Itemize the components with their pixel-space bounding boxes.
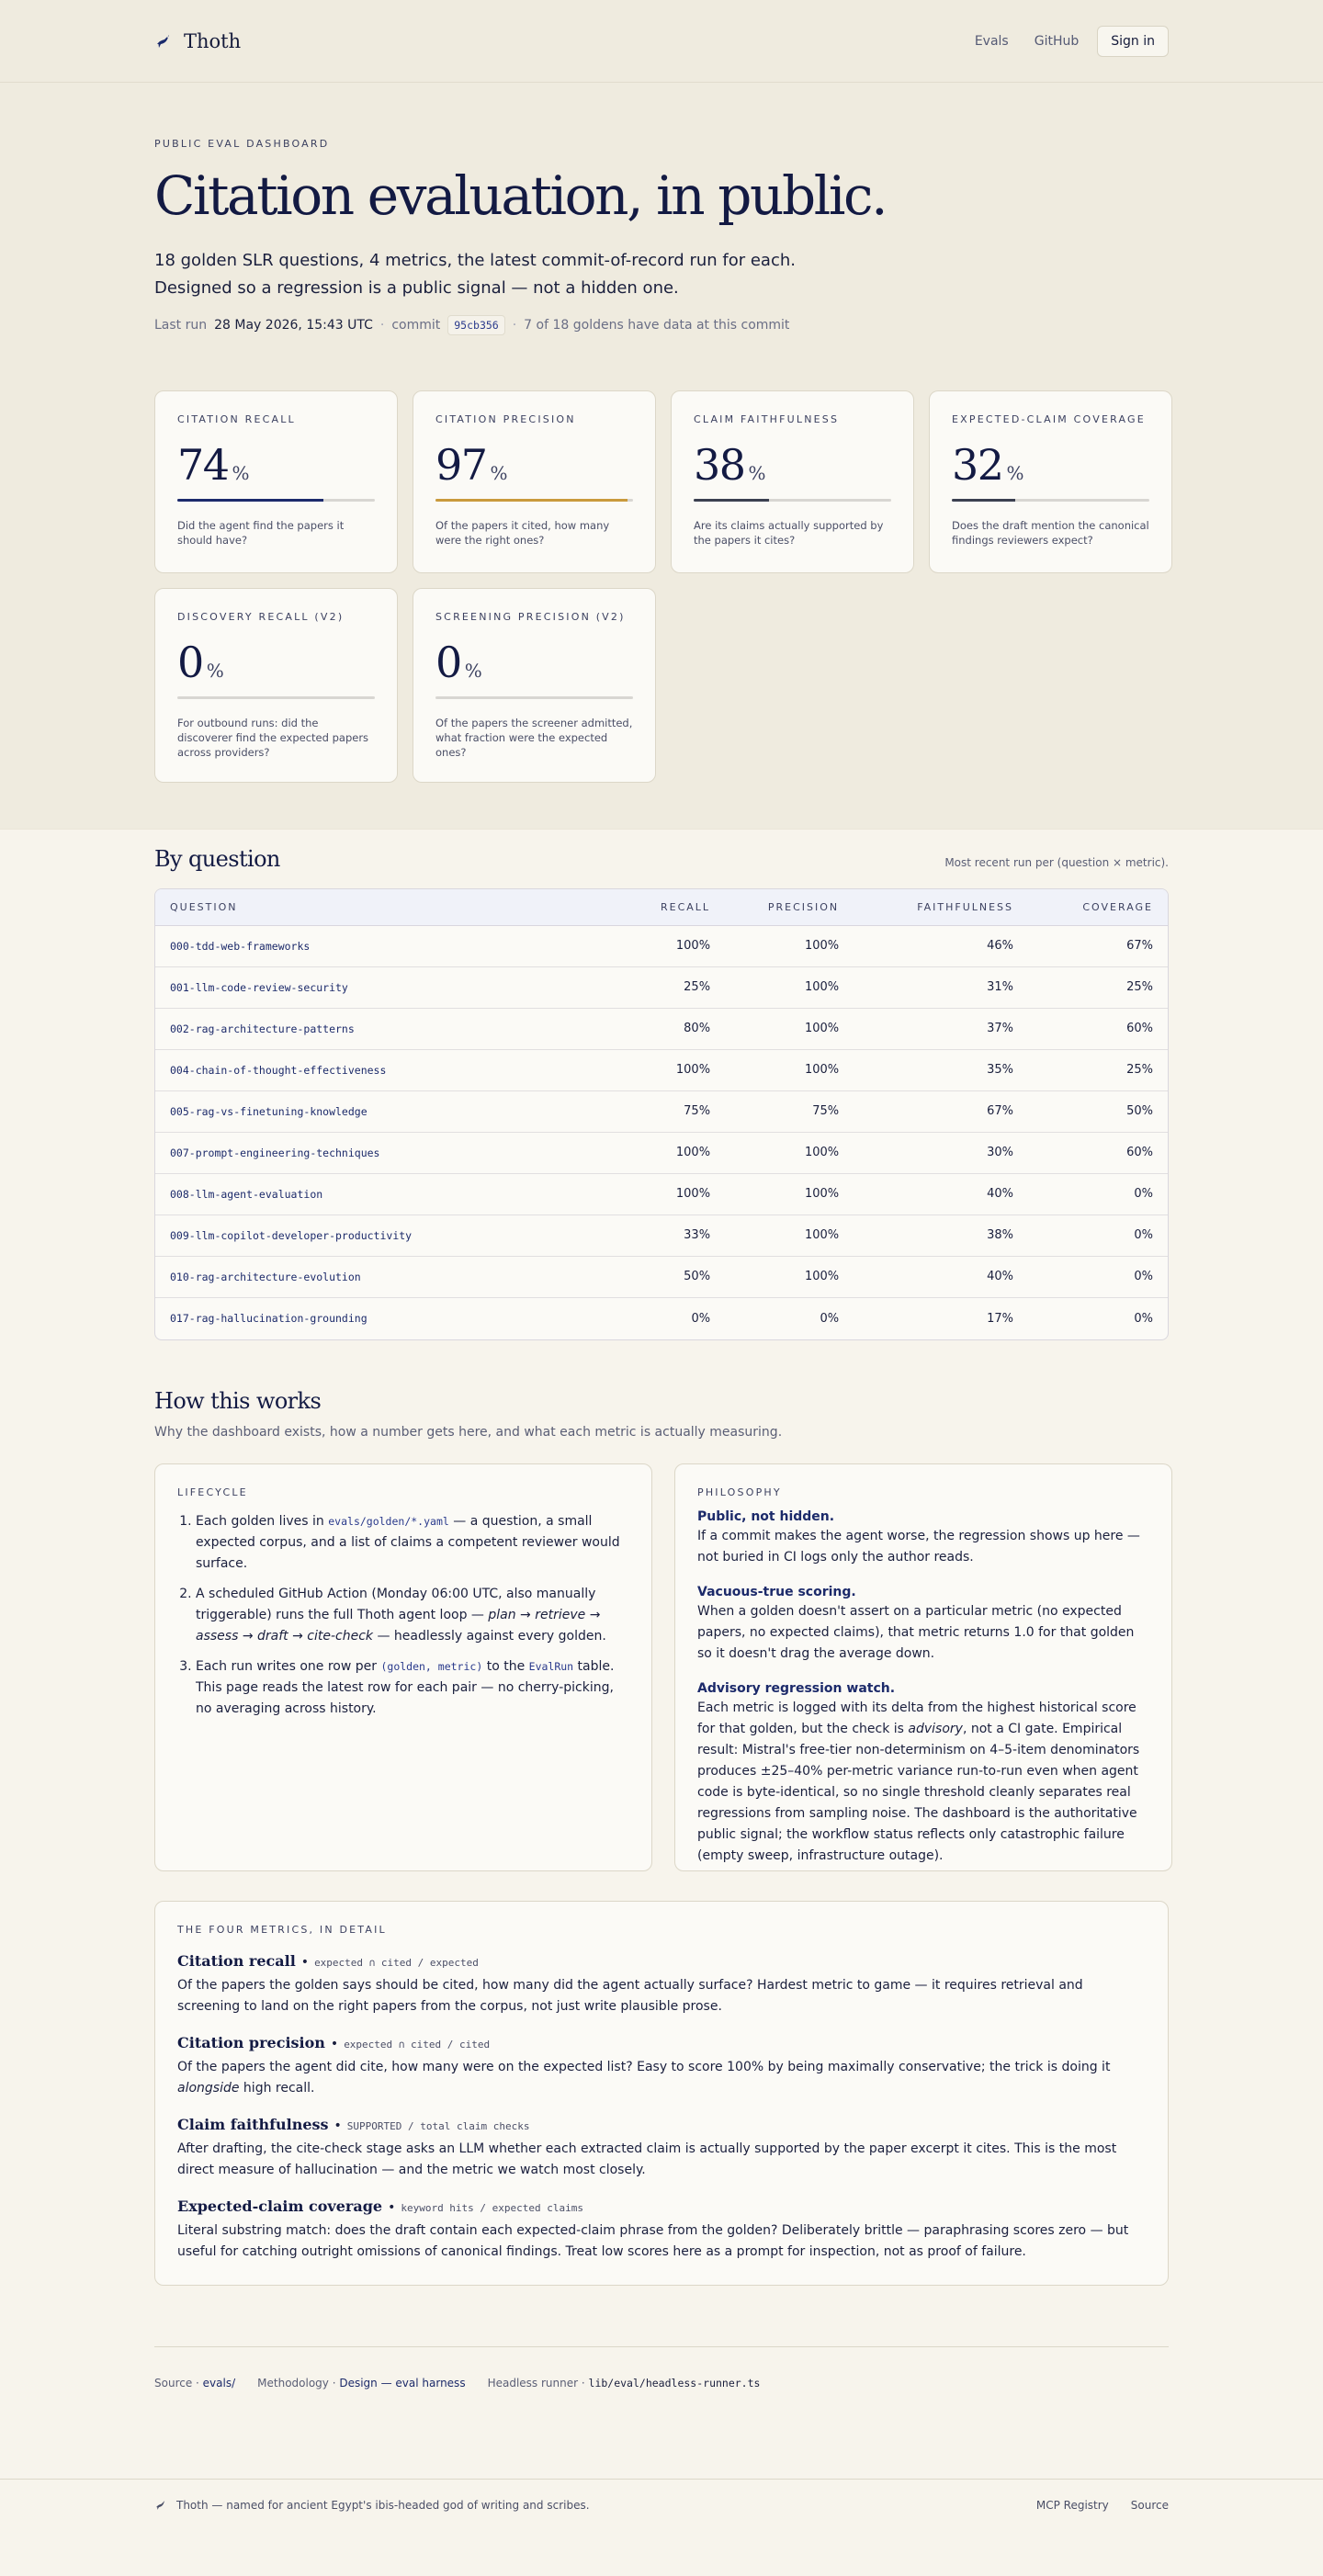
table-name-code: EvalRun <box>528 1659 574 1673</box>
top-bar <box>0 0 1323 83</box>
hero-eyebrow: PUBLIC EVAL DASHBOARD <box>154 138 330 150</box>
question-id-cell: 008-llm-agent-evaluation <box>155 1174 620 1215</box>
column-header: RECALL <box>620 889 710 926</box>
metric-description: Of the papers the screener admitted, what fraction were the expected ones? <box>435 716 633 759</box>
coverage-note: 7 of 18 goldens have data at this commit <box>524 317 790 333</box>
metric-progress-fill <box>952 499 1015 502</box>
score-cell: 33% <box>620 1215 710 1257</box>
separator-dot: · <box>512 317 517 333</box>
list-item <box>196 1656 629 1720</box>
score-cell: 100% <box>710 1215 839 1257</box>
top-nav <box>967 26 1169 57</box>
section-note: Most recent run per (question × metric). <box>944 855 1169 869</box>
metric-progress-fill <box>177 499 323 502</box>
philosophy-title: Public, not hidden. <box>697 1508 835 1524</box>
metric-value: 32 <box>952 439 1003 490</box>
score-cell: 30% <box>839 1133 1013 1174</box>
metric-value: 74 <box>177 439 229 490</box>
score-cell: 100% <box>620 1174 710 1215</box>
methodology-label: Methodology · <box>257 2376 336 2390</box>
metric-progress-fill <box>435 499 628 502</box>
golden-path-code: evals/golden/*.yaml <box>328 1514 449 1528</box>
table-row <box>155 1009 1168 1050</box>
score-cell: 25% <box>1013 967 1168 1009</box>
ibis-logo-icon <box>154 2499 167 2512</box>
question-id-cell: 007-prompt-engineering-techniques <box>155 1133 620 1174</box>
metric-def-body <box>177 2057 1146 2099</box>
metric-unit: % <box>464 659 482 682</box>
lifecycle-panel <box>154 1463 652 1871</box>
metric-card <box>413 390 656 573</box>
metric-progress-fill <box>694 499 769 502</box>
body-emphasis: advisory <box>908 1721 963 1736</box>
metric-progress-bar <box>694 499 891 502</box>
step-text: — a question, a small expected corpus, and a list of claims a competent reviewer would surface. <box>196 1513 620 1571</box>
metric-name: SCREENING PRECISION (V2) <box>435 610 626 623</box>
metric-card <box>154 588 398 783</box>
score-cell: 0% <box>1134 1311 1153 1326</box>
brand-name: Thoth <box>184 29 242 52</box>
score-cell: 67% <box>1013 926 1168 967</box>
table-header-row <box>155 889 1168 926</box>
hero <box>0 83 1323 830</box>
panel-title: THE FOUR METRICS, IN DETAIL <box>177 1923 387 1936</box>
score-cell: 38% <box>839 1215 1013 1257</box>
metric-definition <box>177 1952 1146 2017</box>
metric-name: CITATION RECALL <box>177 412 296 425</box>
table-row <box>155 1174 1168 1215</box>
score-cell: 100% <box>620 926 710 967</box>
metric-description: Are its claims actually supported by the papers it cites? <box>694 518 884 547</box>
score-cell: 0% <box>1013 1174 1168 1215</box>
column-header: QUESTION <box>155 889 620 926</box>
metric-formula: expected ∩ cited / cited <box>344 2038 491 2051</box>
score-cell: 0% <box>820 1311 840 1326</box>
source-links <box>154 2346 1169 2435</box>
by-question-section <box>0 830 1323 1340</box>
score-cell: 25% <box>620 967 710 1009</box>
score-cell: 100% <box>710 1133 839 1174</box>
philosophy-body <box>697 1698 1149 1867</box>
score-cell: 0% <box>1013 1215 1168 1257</box>
question-table <box>154 888 1169 1340</box>
last-run-label: Last run <box>154 317 208 333</box>
philosophy-body: If a commit makes the agent worse, the regression shows up here — not buried in CI logs only the author reads. <box>697 1528 1140 1565</box>
score-cell: 17% <box>987 1311 1014 1326</box>
metric-value: 0 <box>177 637 203 687</box>
score-cell: 100% <box>710 1257 839 1298</box>
metric-unit: % <box>1006 461 1024 484</box>
pipeline-steps: plan → retrieve → assess → draft → cite-check <box>196 1607 601 1644</box>
metric-value: 0 <box>435 637 461 687</box>
metric-definition <box>177 2116 1146 2181</box>
metric-card <box>929 390 1172 573</box>
philosophy-item <box>697 1509 1149 1568</box>
question-id-cell: 017-rag-hallucination-grounding <box>170 1312 368 1326</box>
score-cell: 100% <box>710 1009 839 1050</box>
score-cell: 40% <box>839 1257 1013 1298</box>
brand-link[interactable] <box>154 30 241 52</box>
metric-description: Did the agent find the papers it should have? <box>177 518 345 547</box>
metric-progress-bar <box>952 499 1149 502</box>
question-id-cell: 004-chain-of-thought-effectiveness <box>155 1050 620 1091</box>
body-text: high recall. <box>239 2080 315 2096</box>
table-body <box>155 926 1168 1339</box>
body-text: , not a CI gate. Empirical result: Mistral's free-tier non-determinism on 4–5-item denominators produces ±25–40% per-metric variance run-to-run even when agent code is byte-identical, so no single threshold cleanly separates real regressions from sampling noise. The dashboard is the authoritative public signal; the workflow status reflects only catastrophic failure (empty sweep, infrastructure outage). <box>697 1721 1140 1863</box>
score-cell: 100% <box>710 967 839 1009</box>
source-label: Source · <box>154 2376 199 2390</box>
metric-def-name: Citation precision <box>177 2033 325 2051</box>
step-text: to the <box>482 1658 529 1674</box>
metric-unit: % <box>206 659 224 682</box>
ibis-logo-icon <box>154 32 173 51</box>
table-row <box>155 926 1168 967</box>
metric-unit: % <box>748 461 766 484</box>
metric-def-body: Of the papers the golden says should be cited, how many did the agent actually surface? Hardest metric to game — it requires retrieval and screening to land on the right papers from the corpus, not just write plausible prose. <box>177 1977 1083 2014</box>
hero-lede-line-2: Designed so a regression is a public signal — not a hidden one. <box>154 277 679 298</box>
score-cell: 37% <box>839 1009 1013 1050</box>
philosophy-panel <box>674 1463 1172 1871</box>
metric-progress-bar <box>177 696 375 699</box>
score-cell: 60% <box>1013 1009 1168 1050</box>
metric-name: CLAIM FAITHFULNESS <box>694 412 840 425</box>
question-id-cell: 010-rag-architecture-evolution <box>155 1257 620 1298</box>
table-row <box>155 1091 1168 1133</box>
score-cell: 31% <box>839 967 1013 1009</box>
philosophy-item <box>697 1681 1149 1867</box>
score-cell: 46% <box>839 926 1013 967</box>
panel-title: PHILOSOPHY <box>697 1486 782 1498</box>
list-item <box>196 1511 629 1575</box>
footer <box>0 2479 1323 2531</box>
score-cell: 100% <box>710 1174 839 1215</box>
score-cell: 100% <box>710 1050 839 1091</box>
philosophy-body: When a golden doesn't assert on a particular metric (no expected papers, no expected claims), that metric returns 1.0 for that golden so it doesn't drag the average down. <box>697 1603 1135 1661</box>
runner-label: Headless runner · <box>487 2376 585 2390</box>
metric-formula: keyword hits / expected claims <box>401 2201 584 2214</box>
section-subtitle: Why the dashboard exists, how a number gets here, and what each metric is actually measuring. <box>154 1424 783 1440</box>
table-row <box>155 967 1168 1009</box>
score-cell: 80% <box>620 1009 710 1050</box>
source-link[interactable]: evals/ <box>202 2376 236 2390</box>
metric-definition <box>177 2034 1146 2099</box>
page-title: Citation evaluation, in public. <box>154 164 887 227</box>
score-cell: 100% <box>620 1050 710 1091</box>
metric-card <box>154 390 398 573</box>
step-text: table. This page reads the latest row for each pair — no cherry-picking, no averaging across history. <box>196 1658 615 1716</box>
metric-name: EXPECTED-CLAIM COVERAGE <box>952 412 1146 425</box>
panel-title: LIFECYCLE <box>177 1486 248 1498</box>
question-id-cell: 001-llm-code-review-security <box>155 967 620 1009</box>
hero-lede <box>154 247 1169 302</box>
runner-path[interactable]: lib/eval/headless-runner.ts <box>588 2376 761 2390</box>
step-text: A scheduled GitHub Action (Monday 06:00 UTC, also manually triggerable) runs the full Thoth agent loop — <box>196 1586 596 1622</box>
separator-dot: • <box>330 2036 339 2051</box>
score-cell: 67% <box>839 1091 1013 1133</box>
metric-progress-bar <box>177 499 375 502</box>
list-item <box>196 1584 629 1647</box>
score-cell: 0% <box>691 1311 711 1326</box>
mcp-registry-link[interactable]: MCP Registry <box>1035 2498 1109 2512</box>
nav-github-link[interactable]: GitHub <box>1034 33 1080 49</box>
metric-definition <box>177 2198 1146 2263</box>
table-row <box>155 1133 1168 1174</box>
body-text: Each metric is logged with its delta from the highest historical score for that golden, but the check is <box>697 1700 1136 1736</box>
philosophy-title: Advisory regression watch. <box>697 1680 896 1696</box>
separator-dot: • <box>388 2199 396 2215</box>
table-row <box>155 1257 1168 1298</box>
metric-def-name: Expected-claim coverage <box>177 2197 383 2215</box>
metric-card <box>413 588 656 783</box>
question-id-cell: 005-rag-vs-finetuning-knowledge <box>155 1091 620 1133</box>
run-info <box>154 315 1169 335</box>
metric-formula: SUPPORTED / total claim checks <box>346 2119 530 2132</box>
step-text: — headlessly against every golden. <box>373 1628 606 1644</box>
step-text: Each golden lives in <box>196 1513 329 1529</box>
metric-name: DISCOVERY RECALL (V2) <box>177 610 345 623</box>
question-id-cell: 009-llm-copilot-developer-productivity <box>155 1215 620 1257</box>
metric-value: 38 <box>694 439 745 490</box>
footer-source-link[interactable]: Source <box>1130 2498 1169 2512</box>
score-cell: 75% <box>710 1091 839 1133</box>
row-key-code: (golden, metric) <box>380 1659 483 1673</box>
metric-description: Does the draft mention the canonical findings reviewers expect? <box>952 518 1149 547</box>
separator-dot: • <box>300 1954 310 1970</box>
metric-progress-bar <box>435 696 633 699</box>
score-cell: 100% <box>710 926 839 967</box>
metric-progress-bar <box>435 499 633 502</box>
score-cell: 50% <box>1013 1091 1168 1133</box>
philosophy-title: Vacuous-true scoring. <box>697 1584 856 1599</box>
footer-tagline: Thoth — named for ancient Egypt's ibis-headed god of writing and scribes. <box>176 2498 590 2512</box>
column-header: FAITHFULNESS <box>839 889 1013 926</box>
score-cell: 75% <box>620 1091 710 1133</box>
metric-formula: expected ∩ cited / expected <box>314 1956 479 1969</box>
section-title: How this works <box>154 1387 322 1414</box>
metric-value: 97 <box>435 439 487 490</box>
metric-def-name: Citation recall <box>177 1951 296 1970</box>
table-row <box>155 1050 1168 1091</box>
table-row <box>155 1298 1168 1339</box>
body-emphasis: alongside <box>177 2080 240 2096</box>
score-cell: 100% <box>620 1133 710 1174</box>
separator-dot: · <box>379 317 385 333</box>
metric-def-body: Literal substring match: does the draft contain each expected-claim phrase from the golden? Deliberately brittle — paraphrasing scores zero — but useful for catching outright omissions of canonical findings. Treat low scores here as a prompt for inspection, not as proof of failure. <box>177 2222 1129 2259</box>
body-text: Of the papers the agent did cite, how many were on the expected list? Easy to score 100% by being maximally conservative; the trick is doing it <box>177 2059 1111 2074</box>
section-title: By question <box>154 845 280 872</box>
lifecycle-steps <box>177 1511 629 1720</box>
metric-name: CITATION PRECISION <box>435 412 576 425</box>
score-cell: 35% <box>839 1050 1013 1091</box>
sign-in-button[interactable]: Sign in <box>1097 26 1169 57</box>
column-header: COVERAGE <box>1013 889 1168 926</box>
metric-def-body: After drafting, the cite-check stage asks an LLM whether each extracted claim is actually supported by the paper excerpt it cites. This is the most direct measure of hallucination — and the metric we watch most closely. <box>177 2141 1117 2177</box>
hero-lede-line-1: 18 golden SLR questions, 4 metrics, the latest commit-of-record run for each. <box>154 250 796 270</box>
separator-dot: • <box>334 2118 342 2133</box>
question-id-cell: 000-tdd-web-frameworks <box>155 926 620 967</box>
question-id-cell: 002-rag-architecture-patterns <box>155 1009 620 1050</box>
step-text: Each run writes one row per <box>196 1658 381 1674</box>
metric-description: For outbound runs: did the discoverer find the expected papers across providers? <box>177 716 369 759</box>
score-cell: 25% <box>1013 1050 1168 1091</box>
metric-def-name: Claim faithfulness <box>177 2115 329 2133</box>
metric-cards <box>154 390 1169 783</box>
score-cell: 50% <box>620 1257 710 1298</box>
nav-evals-link[interactable]: Evals <box>974 33 1009 49</box>
commit-hash[interactable]: 95cb356 <box>447 315 504 335</box>
score-cell: 0% <box>1013 1257 1168 1298</box>
metric-card <box>671 390 914 573</box>
column-header: PRECISION <box>710 889 839 926</box>
commit-label: commit <box>391 317 441 333</box>
metric-unit: % <box>232 461 250 484</box>
metric-description: Of the papers it cited, how many were the right ones? <box>435 518 610 547</box>
philosophy-item <box>697 1585 1149 1665</box>
metric-unit: % <box>490 461 508 484</box>
table-row <box>155 1215 1168 1257</box>
four-metrics-panel <box>154 1901 1169 2286</box>
methodology-link[interactable]: Design — eval harness <box>339 2376 466 2390</box>
score-cell: 60% <box>1013 1133 1168 1174</box>
how-section <box>0 1388 1323 2435</box>
score-cell: 40% <box>839 1174 1013 1215</box>
last-run-datetime: 28 May 2026, 15:43 UTC <box>214 317 373 333</box>
